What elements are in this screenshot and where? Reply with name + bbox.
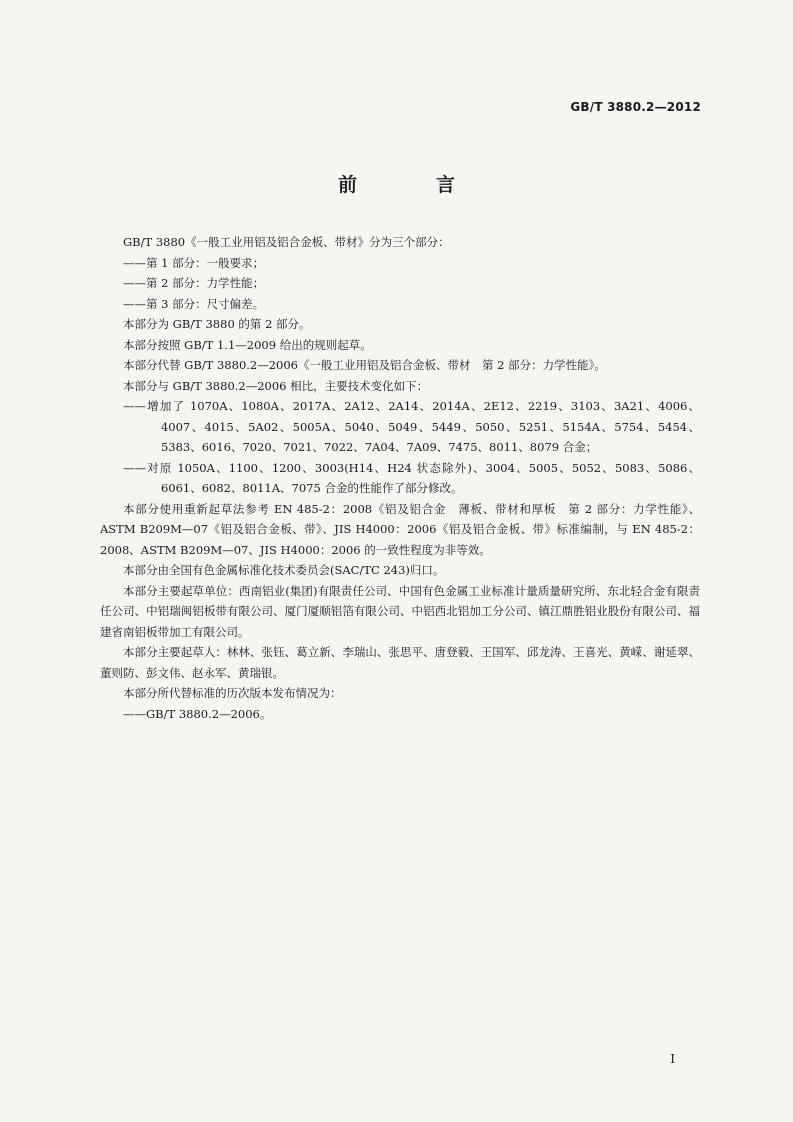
paragraph-drafters: 本部分主要起草人：林林、张钰、葛立新、李瑞山、张思平、唐登毅、王国军、邱龙涛、王喜光、黄嵘、谢延翠、董则防、彭文伟、赵永军、黄瑞银。	[100, 645, 700, 680]
paragraph-replaces: 本部分代替 GB/T 3880.2—2006《一般工业用铝及铝合金板、带材 第 2 部分：力学性能》。	[123, 358, 606, 372]
page-title: 前 言	[337, 174, 485, 196]
paragraph-changes-intro: 本部分与 GB/T 3880.2—2006 相比，主要技术变化如下：	[123, 378, 429, 393]
list-item-previous-edition: ——GB/T 3880.2—2006。	[123, 706, 272, 721]
list-item-part1: ——第 1 部分：一般要求；	[123, 255, 265, 270]
list-item-part2: ——第 2 部分：力学性能；	[123, 276, 265, 290]
paragraph-history: 本部分所代替标准的历次版本发布情况为：	[123, 686, 342, 700]
page-number: I	[670, 1052, 675, 1066]
paragraph-part-statement: 本部分为 GB/T 3880 的第 2 部分。	[123, 317, 311, 331]
list-item-added-alloys: ——增加了 1070A、1080A、2017A、2A12、2A14、2014A、2E12、2219、3103、3A21、4006、4007、4015、5A02、5005A、5040、5049、5449、5050、5251、5154A、5754、5454、5383、6016、7020、7021、7022、7A04、7A09、7475、8011、8079 合金；	[123, 399, 700, 454]
standard-code: GB/T 3880.2—2012	[570, 100, 701, 114]
list-item-modified-alloys: ——对原 1050A、1100、1200、3003(H14、H24 状态除外)、3004、5005、5052、5083、5086、6061、6082、8011A、7075 合金的性能作了部分修改。	[123, 460, 700, 495]
foreword-body	[100, 232, 700, 724]
paragraph-drafting-units: 本部分主要起草单位：西南铝业(集团)有限责任公司、中国有色金属工业标准计量质量研究所、东北轻合金有限责任公司、中铝瑞闽铝板带有限公司、厦门厦顺铝箔有限公司、中铝西北铝加工分公司、镇江鼎胜铝业股份有限公司、福建省南铝板带加工有限公司。	[100, 583, 700, 639]
paragraph-references: 本部分使用重新起草法参考 EN 485-2：2008《铝及铝合金 薄板、带材和厚板 第 2 部分：力学性能》、ASTM B209M—07《铝及铝合金板、带》、JIS H4000：2006《铝及铝合金板、带》标准编制，与 EN 485-2：2008、ASTM B209M—07、JIS H4000：2006 的一致性程度为非等效。	[100, 501, 700, 557]
paragraph-committee: 本部分由全国有色金属标准化技术委员会(SAC/TC 243)归口。	[123, 563, 445, 577]
list-item-part3: ——第 3 部分：尺寸偏差。	[123, 296, 265, 311]
paragraph-drafting-rules: 本部分按照 GB/T 1.1—2009 给出的规则起草。	[123, 337, 372, 352]
paragraph-intro: GB/T 3880《一般工业用铝及铝合金板、带材》分为三个部分：	[123, 235, 450, 249]
